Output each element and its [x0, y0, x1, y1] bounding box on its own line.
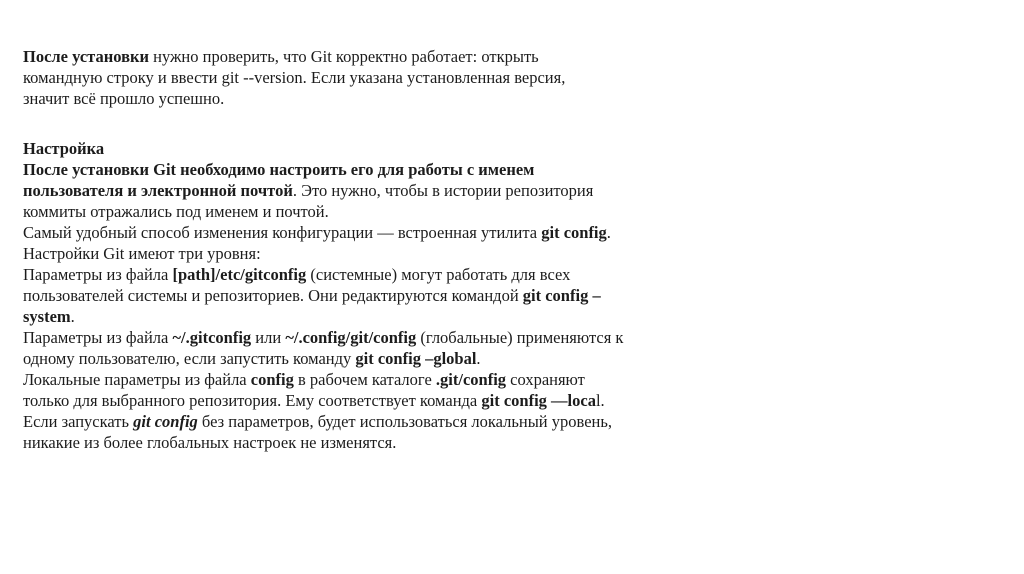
text-run: одному пользователю, если запустить команду	[23, 349, 356, 368]
text-line	[23, 159, 743, 180]
text-line	[23, 243, 743, 264]
text-run: пользователей системы и репозиториев. Они редактируются командой	[23, 286, 523, 305]
text-line	[23, 390, 743, 411]
text-run: . Это нужно, чтобы в истории репозитория	[292, 181, 594, 200]
text-run: или	[251, 328, 286, 347]
text-line	[23, 201, 743, 222]
text-run: (системные) могут работать для всех	[306, 265, 571, 284]
text-run: сохраняют	[506, 370, 585, 389]
text-run: командную строку и ввести git --version. Если указана установленная версия,	[23, 68, 566, 87]
text-run: .git/config	[435, 370, 507, 389]
text-run: Параметры из файла	[23, 328, 173, 347]
text-run: Локальные параметры из файла	[23, 370, 251, 389]
text-run: пользователя и электронной почтой	[23, 181, 293, 200]
text-line	[23, 432, 743, 453]
text-run: только для выбранного репозитория. Ему соответствует команда	[23, 391, 482, 410]
text-run: значит всё прошло успешно.	[23, 89, 225, 108]
text-run: Параметры из файла	[23, 265, 173, 284]
text-run: без параметров, будет использоваться локальный уровень,	[197, 412, 613, 431]
text-line	[23, 67, 743, 88]
text-run: git config –	[522, 286, 601, 305]
text-run: Если запускать	[23, 412, 134, 431]
text-run: git config	[541, 223, 607, 242]
text-line	[23, 138, 743, 159]
text-run: (глобальные) применяются к	[416, 328, 624, 347]
text-run: никакие из более глобальных настроек не изменятся.	[23, 433, 397, 452]
text-run: После установки	[23, 47, 150, 66]
text-block	[23, 46, 743, 453]
text-run: config	[250, 370, 294, 389]
text-line	[23, 411, 743, 432]
text-line	[23, 348, 743, 369]
text-line	[23, 88, 743, 109]
text-line	[23, 222, 743, 243]
text-run: system	[23, 307, 71, 326]
text-run: ~/.config/git/config	[285, 328, 417, 347]
text-line	[23, 180, 743, 201]
text-run: Самый удобный способ изменения конфигурации — встроенная утилита	[23, 223, 542, 242]
text-run: .	[606, 223, 611, 242]
text-run: .	[70, 307, 75, 326]
text-run: нужно проверить, что Git корректно работает: открыть	[149, 47, 539, 66]
text-line	[23, 306, 743, 327]
text-run: [path]/etc/gitconfig	[172, 265, 307, 284]
text-run: git config —loca	[481, 391, 596, 410]
text-run: git config –global	[355, 349, 477, 368]
text-line	[23, 285, 743, 306]
text-run: в рабочем каталоге	[293, 370, 436, 389]
text-line	[23, 46, 743, 67]
text-line	[23, 327, 743, 348]
text-run: .	[476, 349, 481, 368]
text-run: Настройка	[23, 139, 105, 158]
text-line	[23, 369, 743, 390]
text-run: Настройки Git имеют три уровня:	[23, 244, 261, 263]
text-run: коммиты отражались под именем и почтой.	[23, 202, 329, 221]
text-run: ~/.gitconfig	[172, 328, 252, 347]
text-run: git config	[133, 412, 198, 431]
text-run: После установки Git необходимо настроить его для работы с именем	[23, 160, 535, 179]
text-run: l.	[595, 391, 605, 410]
text-line	[23, 264, 743, 285]
